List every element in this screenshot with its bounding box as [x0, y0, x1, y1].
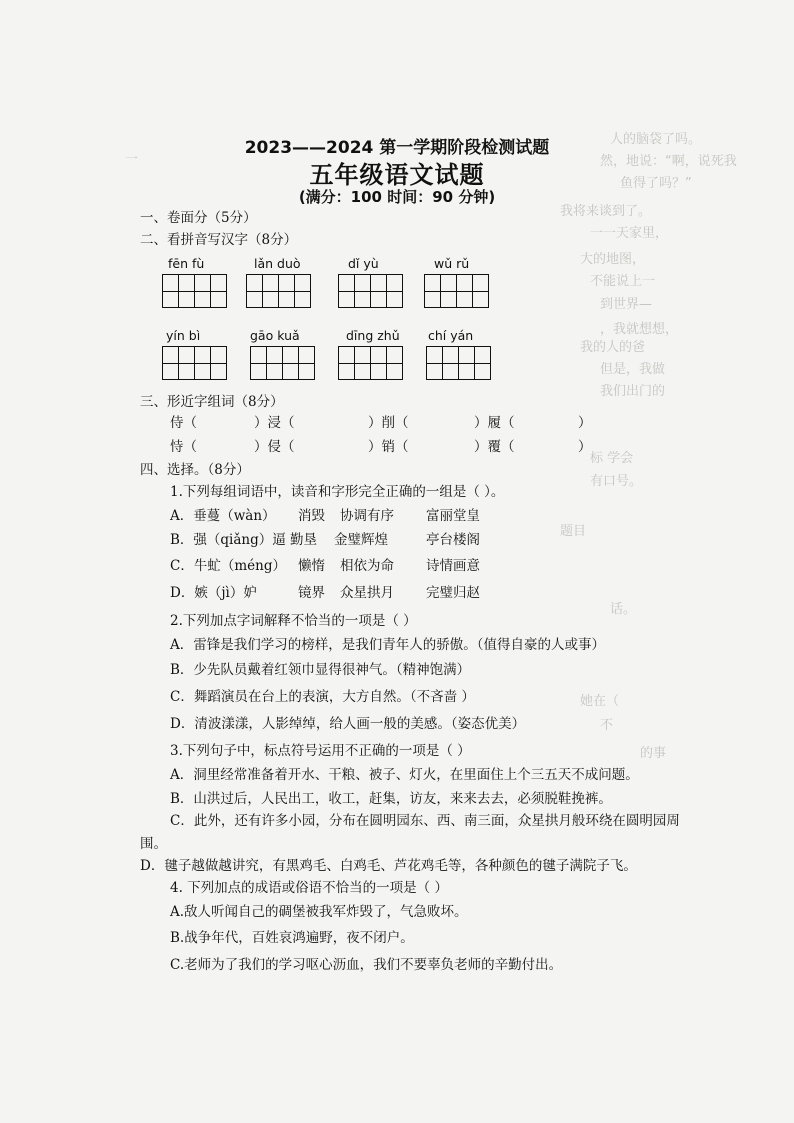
pinyin-4: wǔ rǔ: [434, 256, 470, 271]
shape-1b: ）浸（: [254, 415, 295, 431]
q1-c-3: 相依为命: [340, 558, 394, 574]
q1-b-2: 勤垦: [290, 532, 317, 548]
pinyin-8: chí yán: [428, 328, 474, 343]
answer-box-5[interactable]: [162, 346, 227, 380]
shape-2b: ）侵（: [254, 439, 295, 455]
answer-box-4[interactable]: [424, 274, 489, 308]
q3-option-a: A．洞里经常准备着开水、干粮、被子、灯火，在里面住上个三五天不成问题。: [170, 767, 639, 783]
q2-option-c: C．舞蹈演员在台上的表演，大方自然。（不吝啬 ）: [170, 689, 475, 705]
q1-a-1: A．垂蔓（wàn）: [170, 508, 276, 524]
q1-d-2: 镜界: [298, 585, 325, 601]
exam-score-time: (满分：100 时间：90 分钟): [298, 188, 496, 206]
shape-1e: ）: [578, 415, 592, 431]
answer-box-2[interactable]: [246, 274, 311, 308]
q1-b-1: B．强（qiǎng）逼: [170, 532, 286, 548]
q1-c-4: 诗情画意: [426, 558, 480, 574]
pinyin-7: dīng zhǔ: [346, 328, 400, 343]
answer-box-3[interactable]: [338, 274, 403, 308]
answer-box-6[interactable]: [250, 346, 315, 380]
shape-2d: ）覆（: [474, 439, 515, 455]
q2-option-b: B．少先队员戴着红领巾显得很神气。（精神饱满）: [170, 662, 471, 678]
exam-year-title: 2023——2024 第一学期阶段检测试题: [244, 138, 550, 158]
pinyin-6: gāo kuǎ: [250, 328, 300, 343]
answer-box-1[interactable]: [162, 274, 227, 308]
q1-d-1: D．嫉（jì）妒: [170, 585, 257, 601]
q2-stem: 2.下列加点字词解释不恰当的一项是（ ）: [170, 613, 417, 629]
pinyin-2: lǎn duò: [254, 256, 301, 271]
section-2-heading: 二、看拼音写汉字（8分）: [140, 232, 298, 248]
section-4-heading: 四、选择。（8分）: [140, 462, 250, 478]
q3-option-d: D．毽子越做越讲究，有黑鸡毛、白鸡毛、芦花鸡毛等，各种颜色的毽子满院子飞。: [140, 858, 637, 874]
pinyin-5: yín bì: [166, 328, 201, 343]
q4-option-c: C.老师为了我们的学习呕心沥血，我们不要辜负老师的辛勤付出。: [170, 957, 563, 973]
shape-1d: ）履（: [474, 415, 515, 431]
q4-option-a: A.敌人听闻自己的碉堡被我军炸毁了，气急败坏。: [170, 904, 468, 920]
pinyin-1: fēn fù: [168, 256, 205, 271]
shape-1a: 侍（: [170, 415, 197, 431]
q2-option-a: A．雷锋是我们学习的榜样，是我们青年人的骄傲。（值得自豪的人或事）: [170, 637, 605, 653]
q1-d-3: 众星拱月: [340, 585, 394, 601]
q1-b-3: 金璧辉煌: [334, 532, 388, 548]
shape-2c: ）销（: [368, 439, 409, 455]
q1-a-2: 消毁: [298, 508, 325, 524]
exam-title: 五年级语文试题: [309, 161, 485, 189]
q1-c-2: 懒惰: [298, 558, 325, 574]
q2-option-d: D．清波漾漾，人影绰绰，给人画一般的美感。（姿态优美）: [170, 716, 526, 732]
section-1-heading: 一、卷面分（5分）: [140, 210, 257, 226]
answer-box-8[interactable]: [426, 346, 491, 380]
q1-a-4: 富丽堂皇: [426, 508, 480, 524]
q1-d-4: 完璧归赵: [426, 585, 480, 601]
q3-option-c-line2: 围。: [140, 836, 167, 852]
q3-stem: 3.下列句子中，标点符号运用不正确的一项是（ ）: [170, 743, 471, 759]
q4-stem: 4. 下列加点的成语或俗语不恰当的一项是（ ）: [170, 880, 448, 896]
pinyin-3: dǐ yù: [348, 256, 379, 271]
shape-2e: ）: [578, 439, 592, 455]
answer-box-7[interactable]: [338, 346, 403, 380]
q3-option-b: B．山洪过后，人民出工，收工，赶集，访友，来来去去，必须脱鞋挽裤。: [170, 791, 612, 807]
shape-1c: ）削（: [368, 415, 409, 431]
section-3-heading: 三、形近字组词（8分）: [140, 394, 284, 410]
shape-2a: 恃（: [170, 439, 197, 455]
q3-option-c-line1: C．此外，还有许多小园，分布在圆明园东、西、南三面，众星拱月般环绕在圆明园周: [170, 813, 680, 829]
q1-b-4: 亭台楼阁: [426, 532, 480, 548]
q1-a-3: 协调有序: [340, 508, 394, 524]
q1-c-1: C．牛虻（méng）: [170, 558, 286, 574]
q4-option-b: B.战争年代，百姓哀鸿遍野，夜不闭户。: [170, 930, 414, 946]
q1-stem: 1.下列每组词语中，读音和字形完全正确的一组是（ ）。: [170, 484, 505, 500]
